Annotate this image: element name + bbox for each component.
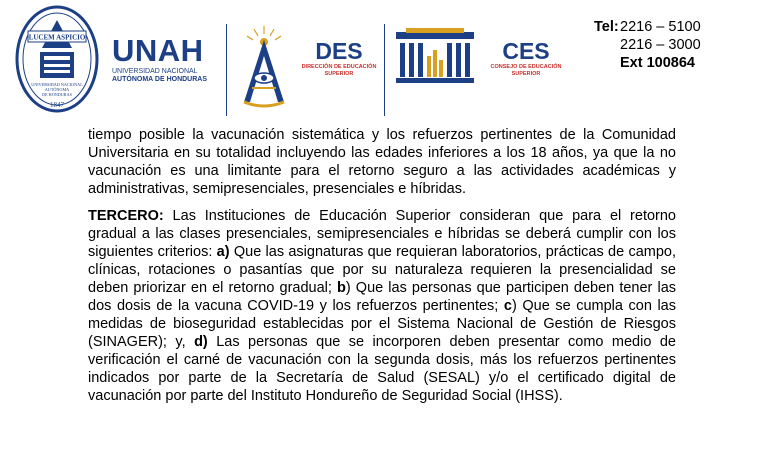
unah-subtitle-line1: UNIVERSIDAD NACIONAL [112, 68, 198, 75]
unah-seal-logo [14, 4, 100, 114]
ces-title: CES [502, 38, 550, 64]
ces-building-icon [394, 26, 476, 86]
contact-block [594, 18, 701, 72]
phone-1: 2216 – 5100 [620, 19, 701, 35]
svg-text:AUTÓNOMA: AUTÓNOMA [44, 87, 70, 92]
unah-subtitle-line2: AUTÓNOMA DE HONDURAS [112, 76, 208, 83]
ces-subtitle: CONSEJO DE EDUCACIÓN SUPERIOR [490, 64, 562, 77]
letterhead [0, 0, 758, 122]
phone-2: 2216 – 3000 [620, 37, 701, 53]
svg-text:UNIVERSIDAD NACIONAL: UNIVERSIDAD NACIONAL [31, 82, 83, 87]
document-body [88, 126, 676, 414]
des-title: DES [315, 38, 363, 64]
unah-title: UNAH [112, 33, 204, 68]
paragraph-continuation: tiempo posible la vacunación sistemática y los refuerzos pertinentes de la Comunidad Universitaria en su totalidad incluyendo las edades inferiores a los 18 años, ya que la no vacunación es una limitante para el retorno seguro a las actividades académicas y administrativas, semipresenciales, presenciales e híbridas. [88, 127, 676, 197]
des-logo [300, 40, 378, 78]
header-divider [384, 24, 385, 116]
svg-text:LUCEM ASPICIO: LUCEM ASPICIO [28, 33, 86, 42]
tel-label: Tel: [594, 19, 619, 35]
ces-logo [484, 40, 568, 78]
svg-text:1847: 1847 [50, 101, 64, 109]
header-divider [226, 24, 227, 116]
svg-text:DE HONDURAS: DE HONDURAS [42, 92, 72, 97]
extension: Ext 100864 [620, 55, 695, 71]
unah-logo [112, 33, 208, 84]
section-lead: TERCERO: [88, 208, 164, 224]
des-emblem-icon [236, 22, 292, 114]
des-subtitle: DIRECCIÓN DE EDUCACIÓN SUPERIOR [301, 64, 377, 77]
paragraph-tercero: TERCERO: Las Instituciones de Educación Superior consideran que para el retorno gradual a las clases presenciales, semipresenciales e híbridas se deberá cumplir con los siguientes criterios: a) Que las asignaturas que requieran laboratorios, prácticas de campo, clínicas, rotaciones o pasantías que por su naturaleza requieren la presencialidad se deben priorizar en el retorno gradual; b) Que las personas que participen deben tener las dos dosis de la vacuna COVID-19 y los refuerzos pertinentes; c) Que se cumpla con las medidas de bioseguridad establecidas por el Sistema Nacional de Gestión de Riesgos (SINAGER); y, d) Las personas que se incorporen deben presentar como medio de verificación el carné de vacunación con la segunda dosis, más los refuerzos pertinentes indicados por parte de la Secretaría de Salud (SESAL) y/o el certificado digital de vacunación por parte del Instituto Hondureño de Seguridad Social (IHSS). [88, 208, 677, 404]
